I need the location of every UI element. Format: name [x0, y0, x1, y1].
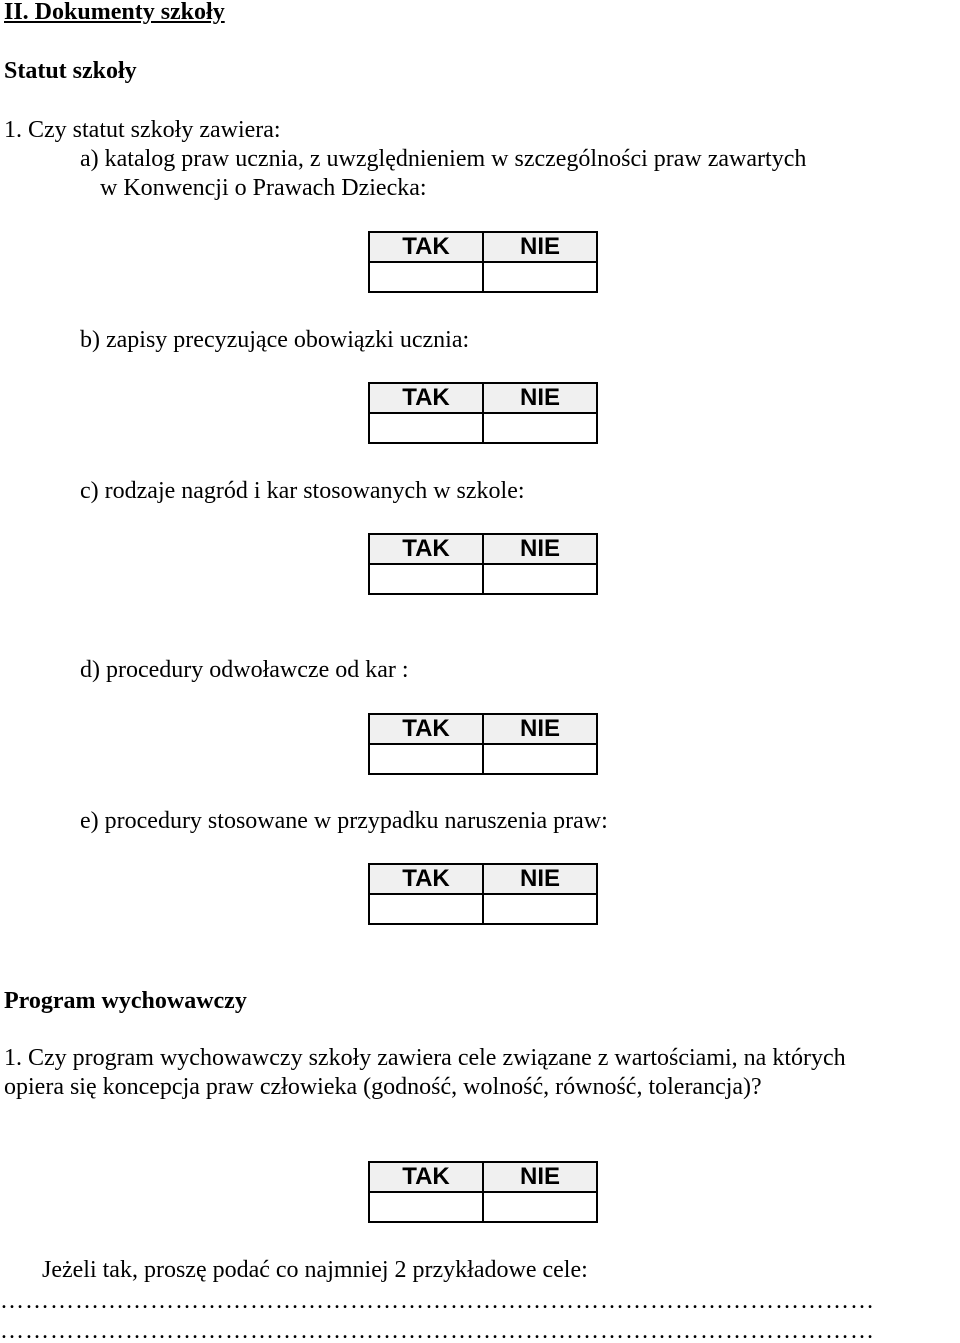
answer-table-e	[368, 863, 598, 925]
yes-label: TAK	[369, 232, 483, 262]
answer-dotted-line-2[interactable]: ……………………………………………………………………………………………	[0, 1319, 875, 1343]
no-label: NIE	[483, 714, 597, 744]
no-checkbox-d[interactable]	[483, 744, 597, 774]
yes-checkbox-e[interactable]	[369, 894, 483, 924]
item-a-line1: a) katalog praw ucznia, z uwzględnieniem w szczególności praw zawartych	[80, 146, 807, 172]
yes-label: TAK	[369, 1162, 483, 1192]
program-heading: Program wychowawczy	[4, 988, 247, 1014]
answer-table-b	[368, 382, 598, 444]
statut-heading: Statut szkoły	[4, 58, 137, 84]
item-b-line1: b) zapisy precyzujące obowiązki ucznia:	[80, 327, 470, 353]
no-checkbox-c[interactable]	[483, 564, 597, 594]
yes-checkbox-c[interactable]	[369, 564, 483, 594]
program-question-line2: opiera się koncepcja praw człowieka (godność, wolność, równość, tolerancja)?	[4, 1074, 762, 1100]
item-e-line1: e) procedury stosowane w przypadku naruszenia praw:	[80, 808, 608, 834]
no-checkbox-a[interactable]	[483, 262, 597, 292]
yes-label: TAK	[369, 383, 483, 413]
no-label: NIE	[483, 864, 597, 894]
no-label: NIE	[483, 232, 597, 262]
item-a-line2: w Konwencji o Prawach Dziecka:	[100, 175, 427, 201]
no-checkbox-program[interactable]	[483, 1192, 597, 1222]
yes-checkbox-a[interactable]	[369, 262, 483, 292]
answer-table-c	[368, 533, 598, 595]
yes-label: TAK	[369, 534, 483, 564]
yes-checkbox-d[interactable]	[369, 744, 483, 774]
item-c-line1: c) rodzaje nagród i kar stosowanych w szkole:	[80, 478, 525, 504]
yes-checkbox-b[interactable]	[369, 413, 483, 443]
no-checkbox-e[interactable]	[483, 894, 597, 924]
no-label: NIE	[483, 534, 597, 564]
program-question-line1: 1. Czy program wychowawczy szkoły zawiera cele związane z wartościami, na których	[4, 1045, 846, 1071]
no-label: NIE	[483, 383, 597, 413]
yes-label: TAK	[369, 714, 483, 744]
answer-table-d	[368, 713, 598, 775]
no-label: NIE	[483, 1162, 597, 1192]
yes-label: TAK	[369, 864, 483, 894]
answer-table-a	[368, 231, 598, 293]
followup-text: Jeżeli tak, proszę podać co najmniej 2 przykładowe cele:	[42, 1257, 588, 1283]
yes-checkbox-program[interactable]	[369, 1192, 483, 1222]
no-checkbox-b[interactable]	[483, 413, 597, 443]
item-d-line1: d) procedury odwoławcze od kar :	[80, 657, 409, 683]
answer-table-program	[368, 1161, 598, 1223]
answer-dotted-line-1[interactable]: ……………………………………………………………………………………………	[0, 1289, 875, 1313]
section-title: II. Dokumenty szkoły	[4, 0, 225, 25]
statut-question: 1. Czy statut szkoły zawiera:	[4, 117, 281, 143]
